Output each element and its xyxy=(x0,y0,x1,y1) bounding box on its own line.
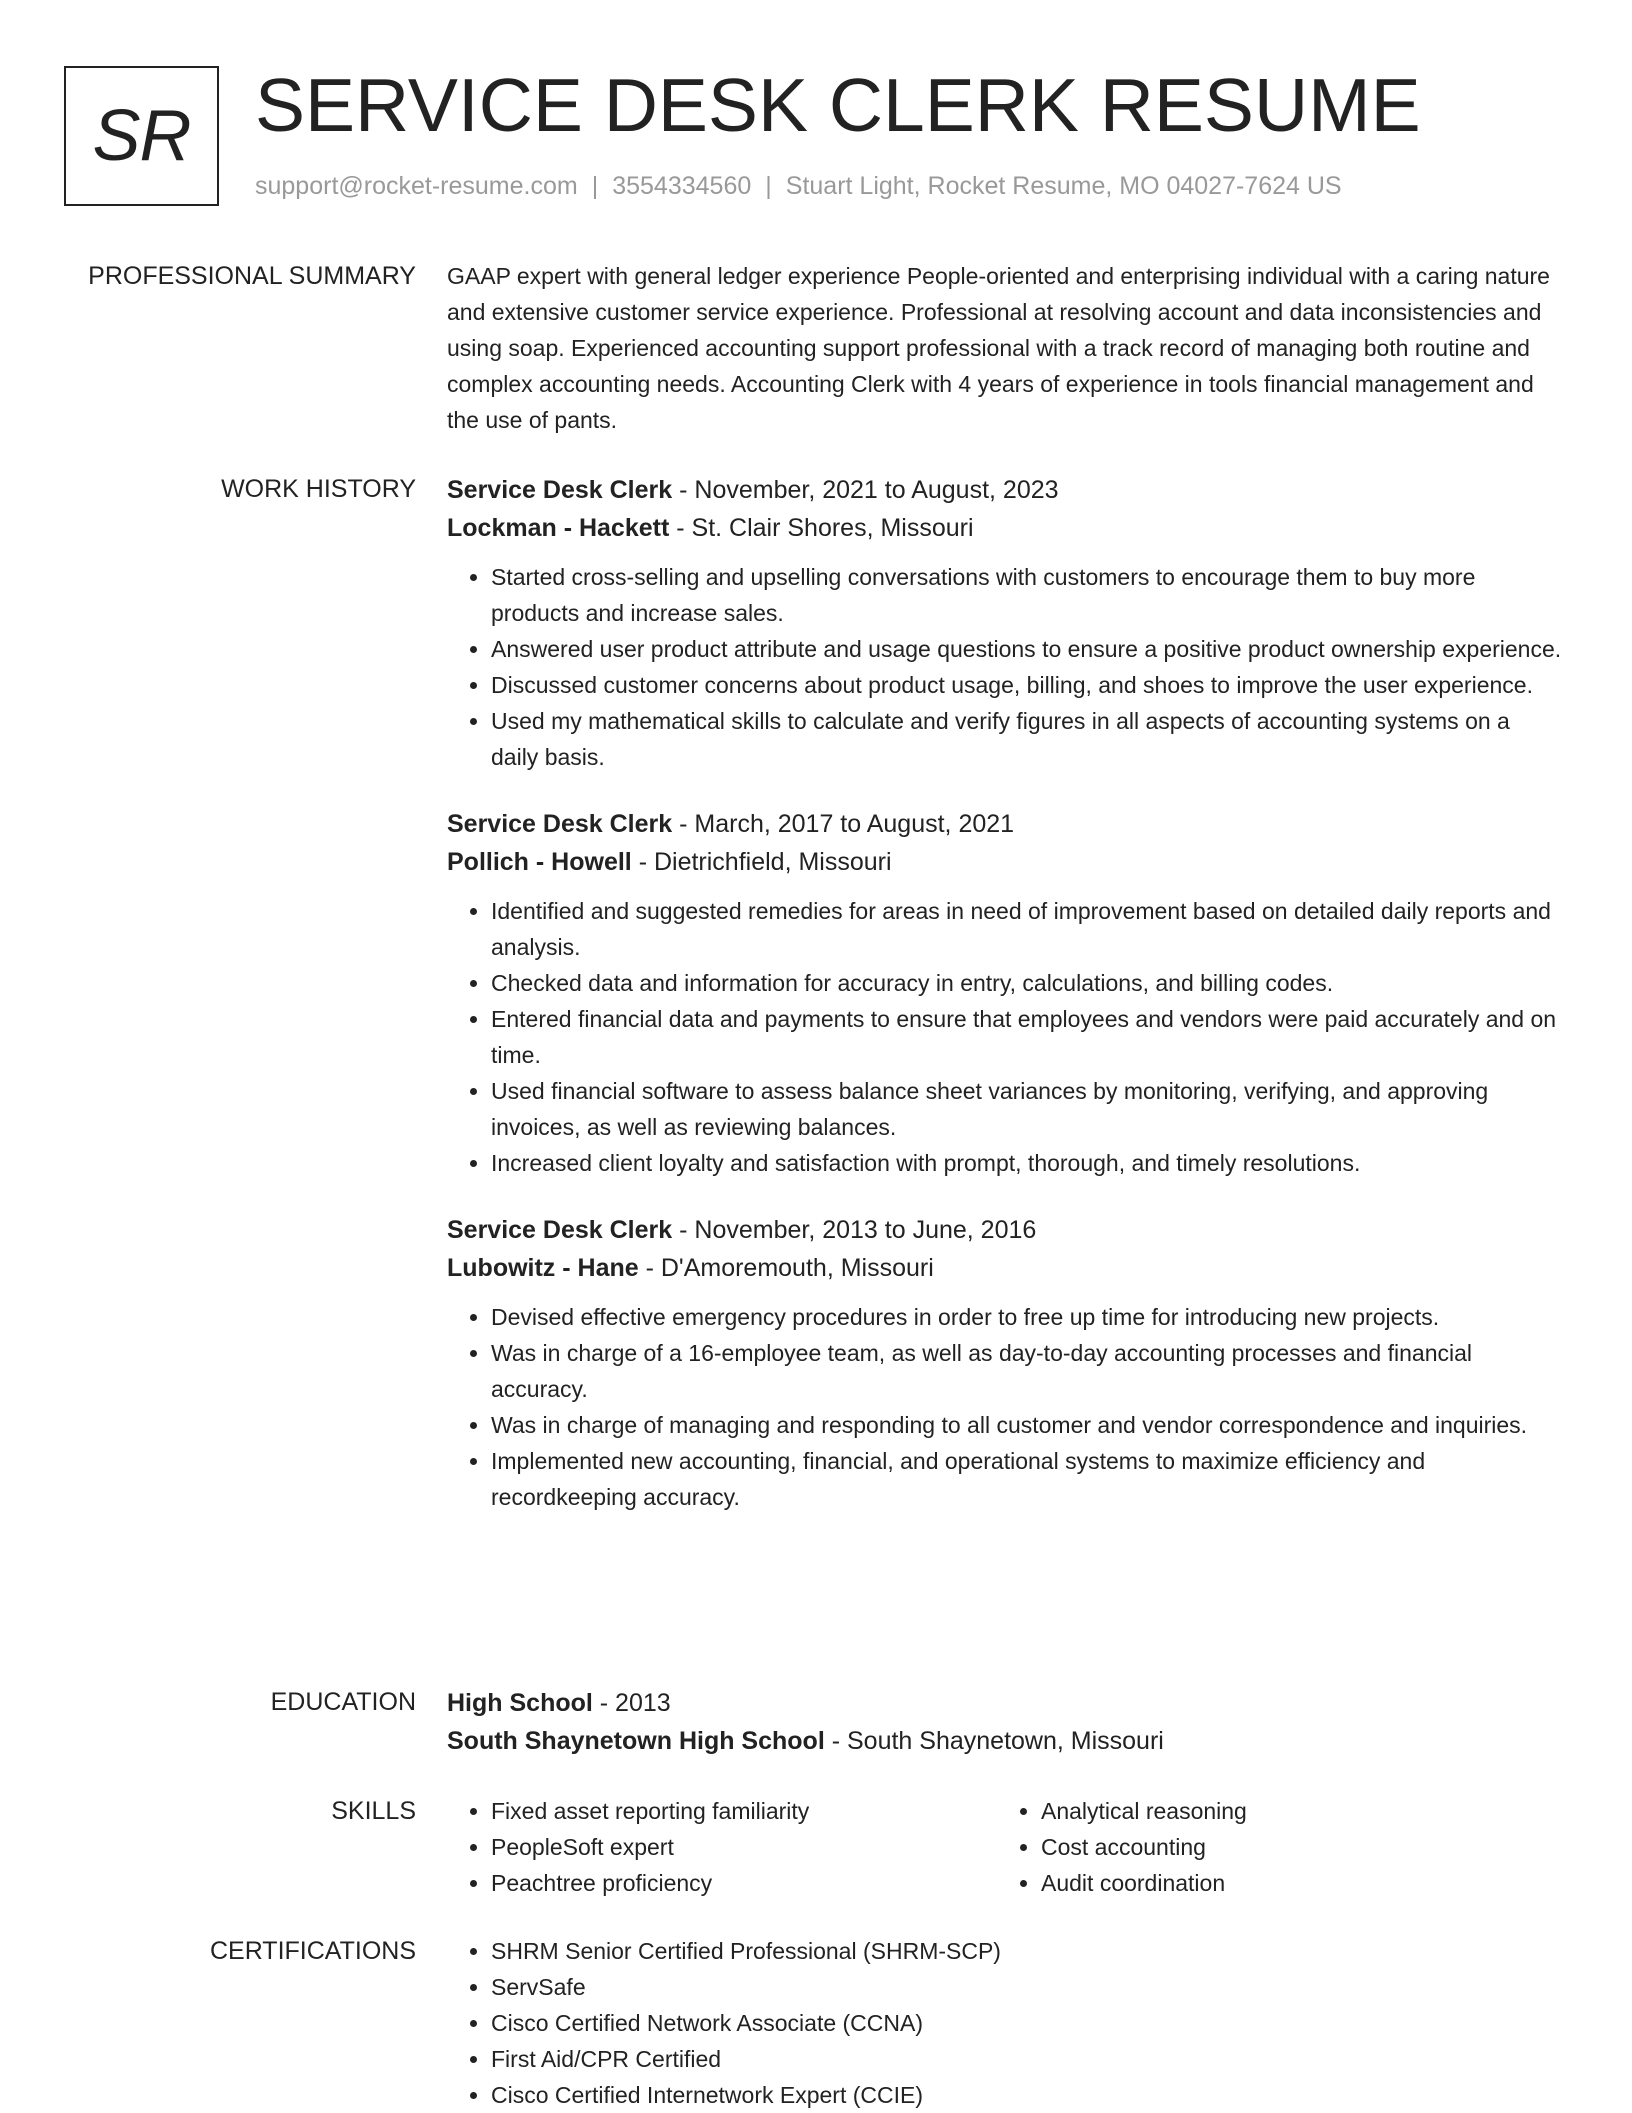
job-entry xyxy=(447,805,1562,1181)
skill-item: • Analytical reasoning xyxy=(1041,1793,1547,1829)
job-title: Service Desk Clerk xyxy=(447,810,673,838)
job-entry xyxy=(447,1211,1562,1515)
section-label-certifications: CERTIFICATIONS xyxy=(209,1937,416,1965)
job-location: - St. Clair Shores, Missouri xyxy=(669,514,974,542)
summary-text: GAAP expert with general ledger experience People-oriented and enterprising individual with a caring nature and extensive customer service experience. Professional at resolving account and data inconsistencies and using soap. Experienced accounting support professional with a track record of managing both routine and complex accounting needs. Accounting Clerk with 4 years of experience in tools financial management and the use of pants. xyxy=(447,263,1550,433)
section-label-work-history: WORK HISTORY xyxy=(221,475,416,503)
job-company: Lubowitz - Hane xyxy=(447,1254,639,1282)
skill-item: • Cost accounting xyxy=(1041,1829,1547,1865)
job-dates: - November, 2021 to August, 2023 xyxy=(672,476,1059,504)
job-bullet: • Implemented new accounting, financial, and operational systems to maximize efficiency and recordkeeping accuracy. xyxy=(491,1443,1562,1515)
job-title: Service Desk Clerk xyxy=(447,1216,673,1244)
skills-list-2 xyxy=(997,1793,1547,1901)
skill-item: • Fixed asset reporting familiarity xyxy=(491,1793,997,1829)
certification-item: • First Aid/CPR Certified xyxy=(491,2041,1562,2077)
job-company-line xyxy=(447,509,1562,547)
job-bullet: • Answered user product attribute and usage questions to ensure a positive product ownership experience. xyxy=(491,631,1562,667)
job-bullet: • Devised effective emergency procedures in order to free up time for introducing new projects. xyxy=(491,1299,1562,1335)
job-bullet: • Discussed customer concerns about product usage, billing, and shoes to improve the user experience. xyxy=(491,667,1562,703)
section-label-skills: SKILLS xyxy=(331,1797,416,1825)
job-company-line xyxy=(447,1249,1562,1287)
job-dates: - March, 2017 to August, 2021 xyxy=(672,810,1015,838)
job-company: Pollich - Howell xyxy=(447,848,632,876)
education-school: South Shaynetown High School xyxy=(447,1727,825,1755)
education-body xyxy=(447,1684,1562,1760)
resume-header xyxy=(64,64,1568,214)
job-bullets xyxy=(447,893,1562,1181)
skill-item: • Audit coordination xyxy=(1041,1865,1547,1901)
job-bullets xyxy=(447,559,1562,775)
education-degree-line xyxy=(447,1684,1562,1722)
work-history-body xyxy=(447,471,1562,1545)
education-location: - South Shaynetown, Missouri xyxy=(824,1727,1164,1755)
contact-email: support@rocket-resume.com xyxy=(255,172,578,200)
job-bullet: • Entered financial data and payments to ensure that employees and vendors were paid accurately and on time. xyxy=(491,1001,1562,1073)
skill-item: • Peachtree proficiency xyxy=(491,1865,997,1901)
certification-item: • Cisco Certified Network Associate (CCNA) xyxy=(491,2005,1562,2041)
job-company: Lockman - Hackett xyxy=(447,514,670,542)
job-bullet: • Used financial software to assess balance sheet variances by monitoring, verifying, and approving invoices, as well as reviewing balances. xyxy=(491,1073,1562,1145)
job-title-line xyxy=(447,1211,1562,1249)
education-year: - 2013 xyxy=(592,1689,671,1717)
job-bullet: • Was in charge of a 16-employee team, as well as day-to-day accounting processes and financial accuracy. xyxy=(491,1335,1562,1407)
skills-column-2 xyxy=(997,1793,1547,1901)
resume-title: SERVICE DESK CLERK RESUME xyxy=(255,63,1421,147)
skills-list-1 xyxy=(447,1793,997,1901)
job-title-line xyxy=(447,471,1562,509)
contact-address: Stuart Light, Rocket Resume, MO 04027-7624 US xyxy=(785,172,1342,200)
monogram-initials: SR xyxy=(92,96,191,176)
job-bullet: • Checked data and information for accuracy in entry, calculations, and billing codes. xyxy=(491,965,1562,1001)
contact-separator: | xyxy=(591,172,599,200)
skills-columns xyxy=(447,1793,1562,1901)
skills-body xyxy=(447,1793,1562,1901)
skills-column-1 xyxy=(447,1793,997,1901)
job-bullet: • Increased client loyalty and satisfaction with prompt, thorough, and timely resolutions. xyxy=(491,1145,1562,1181)
section-label-education: EDUCATION xyxy=(270,1688,416,1716)
job-bullet: • Used my mathematical skills to calculate and verify figures in all aspects of accounting systems on a daily basis. xyxy=(491,703,1562,775)
contact-phone: 3554334560 xyxy=(612,172,752,200)
job-location: - Dietrichfield, Missouri xyxy=(631,848,892,876)
job-location: - D'Amoremouth, Missouri xyxy=(638,1254,934,1282)
job-bullets xyxy=(447,1299,1562,1515)
job-title-line xyxy=(447,805,1562,843)
education-school-line xyxy=(447,1722,1562,1760)
job-company-line xyxy=(447,843,1562,881)
monogram-box xyxy=(64,66,219,206)
certifications-list xyxy=(447,1933,1562,2113)
certifications-body xyxy=(447,1933,1562,2113)
job-title: Service Desk Clerk xyxy=(447,476,673,504)
job-bullet: • Identified and suggested remedies for areas in need of improvement based on detailed daily reports and analysis. xyxy=(491,893,1562,965)
contact-separator: | xyxy=(765,172,772,200)
certification-item: • Cisco Certified Internetwork Expert (CCIE) xyxy=(491,2077,1562,2113)
education-degree: High School xyxy=(447,1689,593,1717)
job-entry xyxy=(447,471,1562,775)
section-label-summary: PROFESSIONAL SUMMARY xyxy=(88,262,416,290)
job-dates: - November, 2013 to June, 2016 xyxy=(672,1216,1037,1244)
certification-item: • ServSafe xyxy=(491,1969,1562,2005)
skill-item: • PeopleSoft expert xyxy=(491,1829,997,1865)
job-bullet: • Was in charge of managing and responding to all customer and vendor correspondence and inquiries. xyxy=(491,1407,1562,1443)
job-bullet: • Started cross-selling and upselling conversations with customers to encourage them to buy more products and increase sales. xyxy=(491,559,1562,631)
contact-line xyxy=(255,172,1342,201)
certification-item: • SHRM Senior Certified Professional (SHRM-SCP) xyxy=(491,1933,1562,1969)
